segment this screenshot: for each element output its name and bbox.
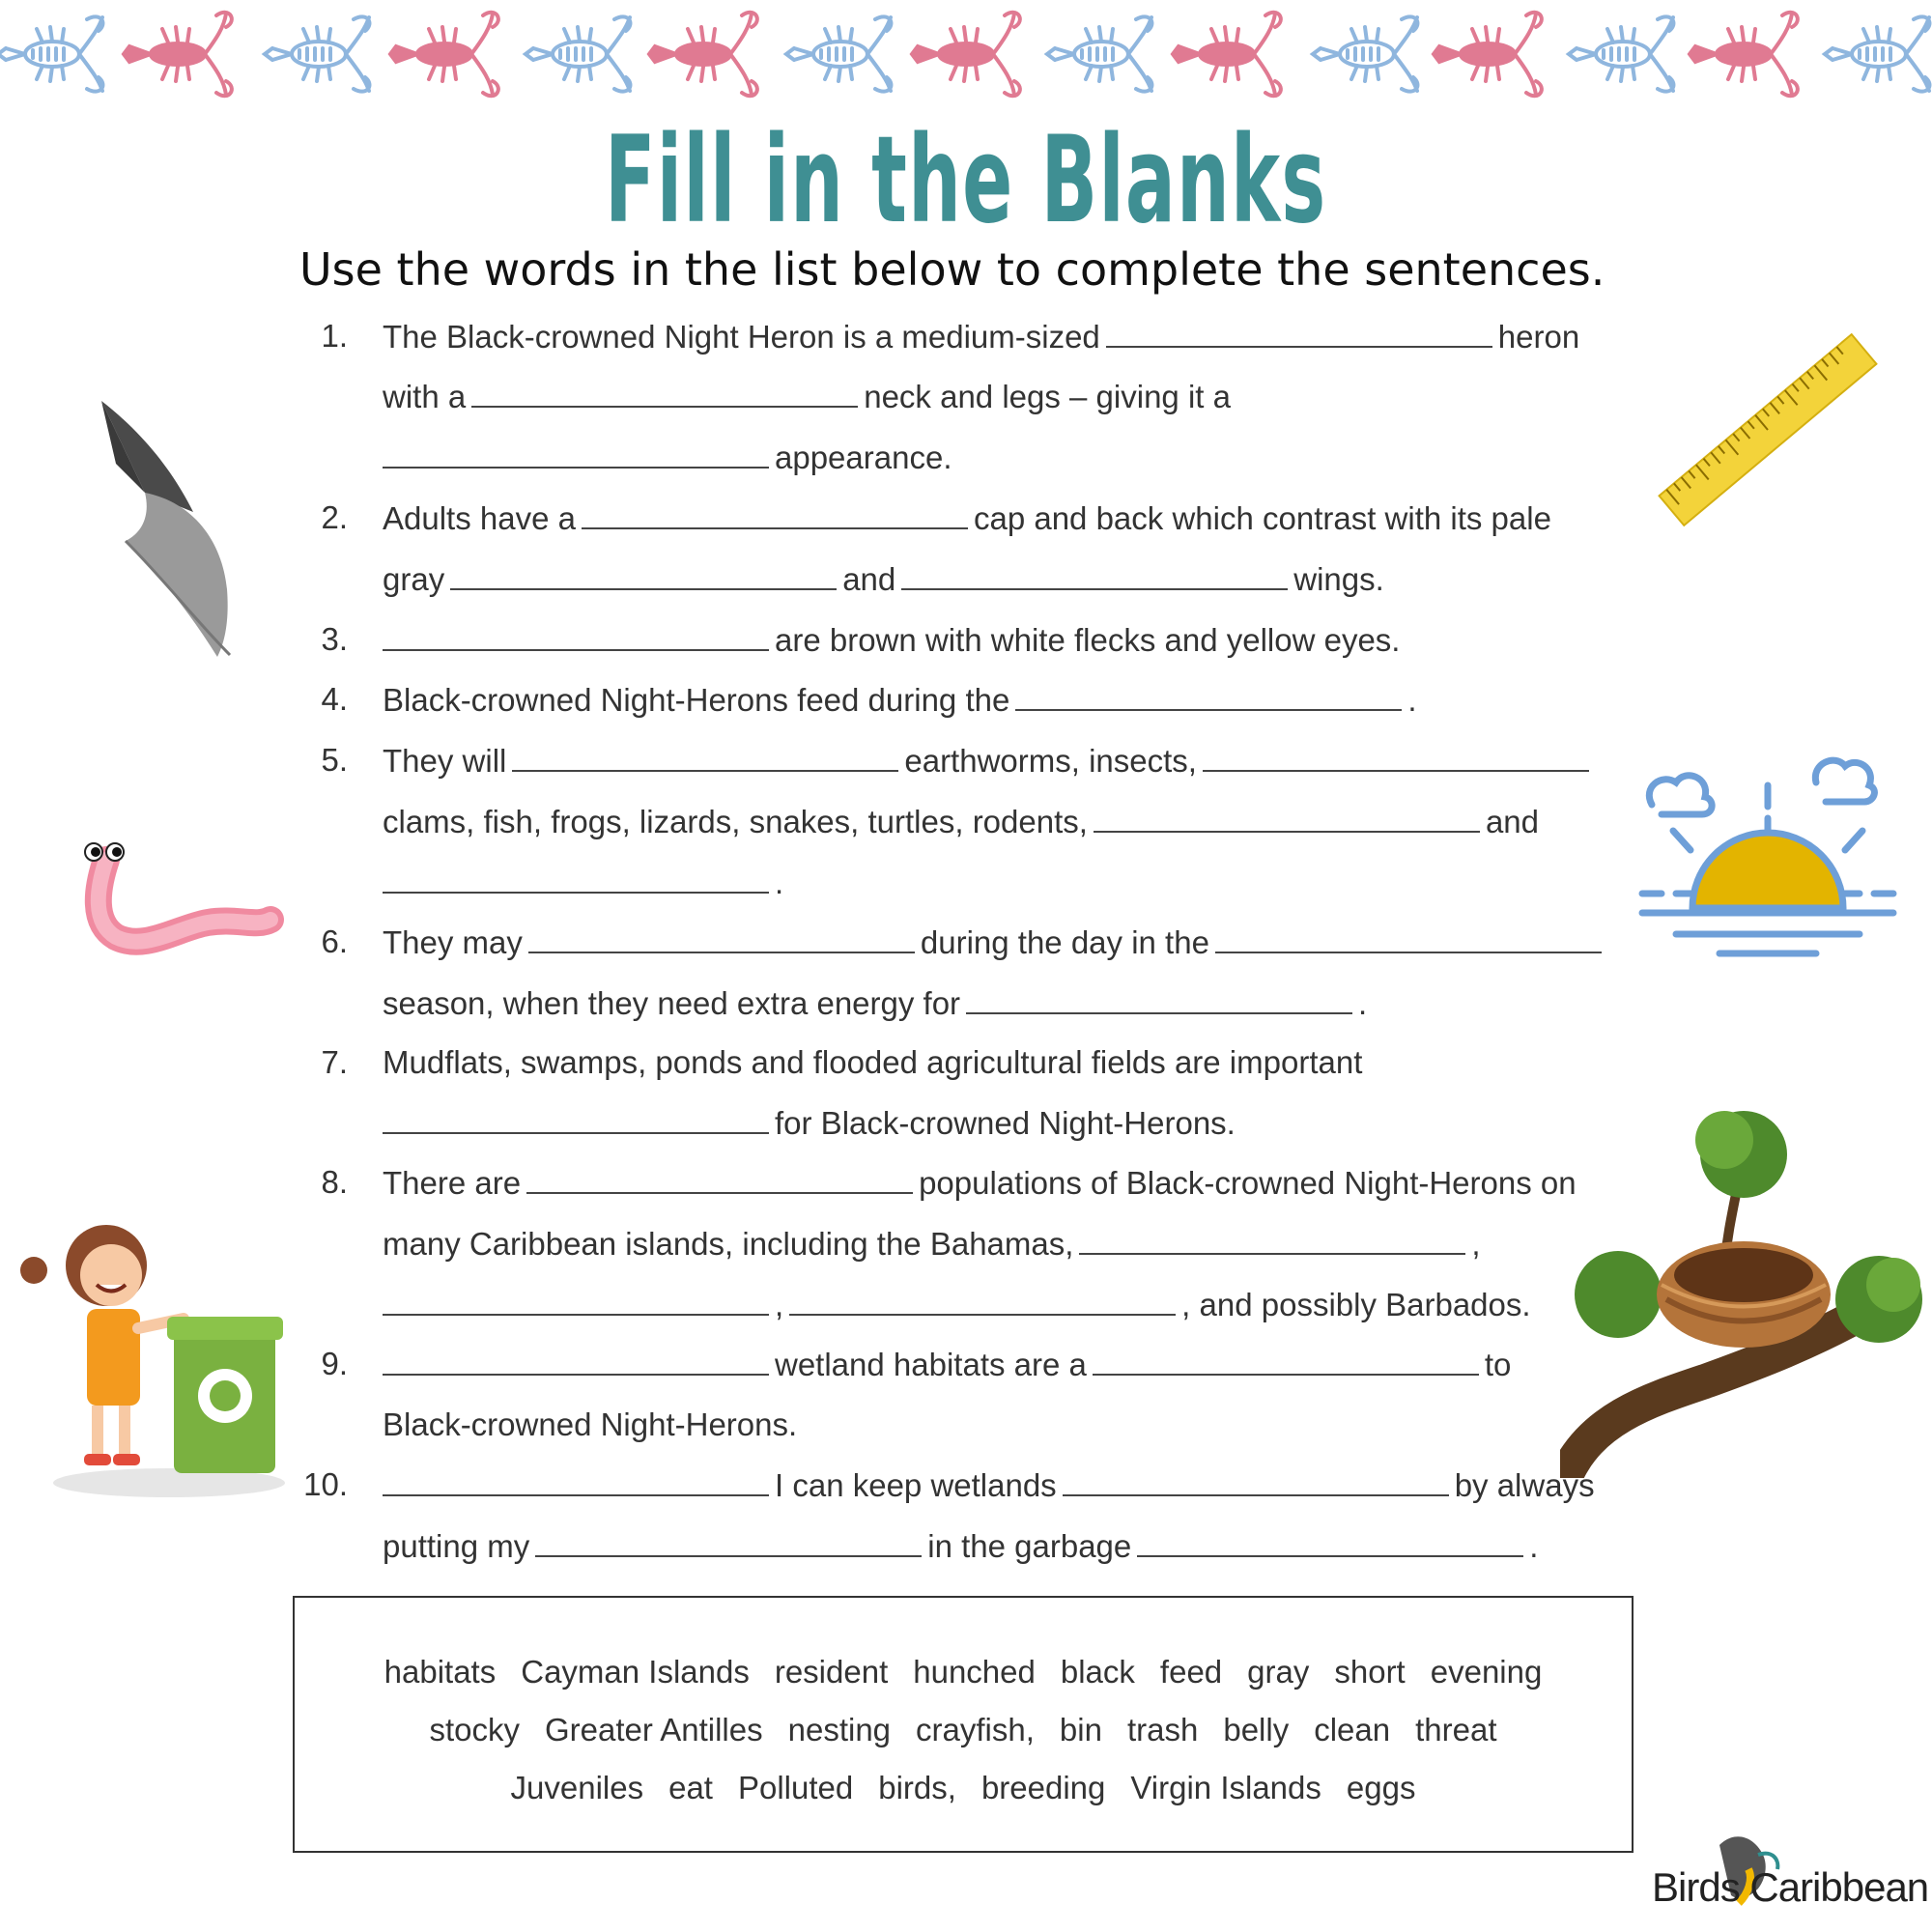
lobster-icon	[390, 13, 498, 96]
question-number: 3.	[321, 621, 348, 657]
answer-blank[interactable]	[535, 1526, 922, 1557]
question-6-line-1	[383, 923, 1607, 961]
question-number: 7.	[321, 1044, 348, 1080]
lobster-icon	[786, 16, 891, 91]
question-1-line-3	[377, 438, 952, 476]
question-1-line-1	[383, 317, 1579, 355]
word-bank-row	[295, 1770, 1632, 1806]
question-text: gray	[383, 561, 445, 597]
question-5-line-3	[377, 863, 783, 901]
question-8-line-1	[383, 1163, 1577, 1202]
answer-blank[interactable]	[383, 1285, 769, 1316]
question-text: ,	[775, 1287, 784, 1322]
answer-blank[interactable]	[528, 923, 915, 953]
answer-blank[interactable]	[383, 438, 769, 469]
question-5-line-2	[383, 802, 1539, 840]
answer-blank[interactable]	[383, 1345, 769, 1376]
lobster-border-svg	[0, 0, 1932, 116]
question-text: Mudflats, swamps, ponds and flooded agricultural fields are important	[383, 1044, 1363, 1080]
question-text: Black-crowned Night-Herons.	[383, 1406, 798, 1442]
word-bank-word: crayfish,	[916, 1712, 1035, 1747]
answer-blank[interactable]	[1063, 1465, 1449, 1496]
question-text: are brown with white flecks and yellow eyes.	[775, 622, 1401, 658]
question-text: ,	[1471, 1226, 1481, 1262]
question-3-line-1	[377, 620, 1400, 659]
question-text: They will	[383, 743, 507, 779]
answer-blank[interactable]	[450, 559, 837, 590]
question-2-line-1	[383, 498, 1551, 537]
word-bank-word: clean	[1314, 1712, 1391, 1747]
lobster-icon	[265, 16, 369, 91]
answer-blank[interactable]	[383, 863, 769, 894]
question-text: heron	[1497, 319, 1580, 355]
question-text: earthworms, insects,	[904, 743, 1197, 779]
word-bank-word: stocky	[429, 1712, 521, 1747]
question-text: with a	[383, 379, 467, 414]
page-title: Fill in the Blanks	[605, 111, 1327, 250]
question-text: Black-crowned Night-Herons feed during the	[383, 682, 1010, 718]
lobster-icon	[912, 13, 1020, 96]
question-10-line-2	[383, 1526, 1538, 1565]
question-text: to	[1484, 1347, 1512, 1382]
lobster-icon	[124, 13, 232, 96]
question-text: I can keep wetlands	[775, 1467, 1057, 1503]
lobster-icon	[1434, 13, 1542, 96]
question-text: by always	[1454, 1467, 1595, 1503]
lobster-icon	[1690, 13, 1798, 96]
question-5-line-1	[383, 741, 1595, 780]
question-text: season, when they need extra energy for	[383, 985, 961, 1021]
question-8-line-2	[383, 1224, 1481, 1263]
question-6-line-2	[383, 983, 1367, 1022]
feather-icon	[87, 396, 251, 667]
word-bank-word: Juveniles	[510, 1770, 644, 1805]
question-text: Adults have a	[383, 500, 576, 536]
word-bank-word: black	[1060, 1654, 1135, 1690]
birds-caribbean-logo	[1652, 1826, 1932, 1922]
word-bank-word: hunched	[913, 1654, 1036, 1690]
answer-blank[interactable]	[901, 559, 1288, 590]
question-text: There are	[383, 1165, 522, 1201]
question-2-line-2	[383, 559, 1384, 598]
answer-blank[interactable]	[512, 741, 898, 772]
question-text: and	[842, 561, 896, 597]
word-bank-word: breeding	[980, 1770, 1106, 1805]
lobster-icon	[1825, 16, 1929, 91]
lobster-icon	[1047, 16, 1151, 91]
question-text: , and possibly Barbados.	[1181, 1287, 1531, 1322]
question-number: 5.	[321, 742, 348, 778]
question-text: during the day in the	[920, 924, 1209, 960]
question-8-line-3	[377, 1285, 1531, 1323]
word-bank-word: belly	[1223, 1712, 1290, 1747]
word-bank-word: Cayman Islands	[521, 1654, 750, 1690]
question-text: They may	[383, 924, 523, 960]
question-7-line-2	[377, 1103, 1236, 1142]
word-bank-word: Greater Antilles	[545, 1712, 763, 1747]
question-text: putting my	[383, 1528, 530, 1564]
answer-blank[interactable]	[1079, 1224, 1465, 1255]
answer-blank[interactable]	[1015, 680, 1402, 711]
answer-blank[interactable]	[471, 377, 858, 408]
lobster-icon	[1173, 13, 1281, 96]
question-number: 10.	[303, 1466, 348, 1502]
word-bank-word: nesting	[787, 1712, 892, 1747]
lobster-icon	[0, 16, 102, 91]
word-bank-word: resident	[774, 1654, 889, 1690]
question-text: The Black-crowned Night Heron is a medium-sized	[383, 319, 1100, 355]
lobster-icon	[649, 13, 757, 96]
question-text: populations of Black-crowned Night-Herons on	[919, 1165, 1577, 1201]
word-bank-word: habitats	[384, 1654, 497, 1690]
nest-branch-icon	[1560, 1111, 1932, 1478]
answer-blank[interactable]	[383, 620, 769, 651]
word-bank-word: bin	[1059, 1712, 1102, 1747]
lobster-icon	[1313, 16, 1417, 91]
question-9-line-2	[383, 1406, 797, 1444]
word-bank-word: eat	[668, 1770, 713, 1805]
question-9-line-1	[377, 1345, 1511, 1383]
question-text: for Black-crowned Night-Herons.	[775, 1105, 1236, 1141]
question-number: 6.	[321, 923, 348, 959]
word-bank-word: trash	[1126, 1712, 1199, 1747]
question-text: neck and legs – giving it a	[864, 379, 1231, 414]
word-bank-row	[295, 1712, 1632, 1748]
question-text: and	[1485, 804, 1539, 839]
question-7-line-1	[383, 1043, 1362, 1082]
answer-blank[interactable]	[1106, 317, 1492, 348]
sunrise-icon	[1633, 739, 1903, 1009]
question-number: 2.	[321, 499, 348, 535]
answer-blank[interactable]	[1203, 741, 1589, 772]
ruler-icon	[1652, 319, 1884, 541]
lobster-icon	[526, 16, 630, 91]
answer-blank[interactable]	[383, 1465, 769, 1496]
question-1-line-2	[383, 377, 1231, 415]
question-text: wetland habitats are a	[775, 1347, 1087, 1382]
question-text: clams, fish, frogs, lizards, snakes, turtles, rodents,	[383, 804, 1088, 839]
question-number: 9.	[321, 1346, 348, 1381]
word-bank-word: Virgin Islands	[1130, 1770, 1321, 1805]
word-bank-word: gray	[1247, 1654, 1310, 1690]
word-bank-word: threat	[1415, 1712, 1497, 1747]
answer-blank[interactable]	[789, 1285, 1176, 1316]
word-bank-word: feed	[1159, 1654, 1223, 1690]
question-10-line-1	[377, 1465, 1595, 1504]
lobster-icon	[1569, 16, 1673, 91]
question-number: 1.	[321, 318, 348, 354]
question-text: .	[1358, 985, 1368, 1021]
question-text: in the garbage	[927, 1528, 1132, 1564]
answer-blank[interactable]	[1137, 1526, 1523, 1557]
logo-text: Birds Caribbean	[1652, 1864, 1929, 1910]
word-bank-word: birds,	[878, 1770, 956, 1805]
question-text: .	[775, 865, 784, 900]
answer-blank[interactable]	[1215, 923, 1602, 953]
worm-icon	[63, 831, 285, 971]
question-number: 4.	[321, 681, 348, 717]
question-text: appearance.	[775, 440, 952, 475]
question-text: many Caribbean islands, including the Bahamas,	[383, 1226, 1074, 1262]
question-number: 8.	[321, 1164, 348, 1200]
instructions: Use the words in the list below to complete the sentences.	[299, 243, 1605, 296]
word-bank	[293, 1596, 1634, 1853]
word-bank-row	[295, 1654, 1632, 1690]
lobster-border	[0, 0, 1932, 116]
answer-blank[interactable]	[1093, 1345, 1479, 1376]
answer-blank[interactable]	[966, 983, 1352, 1014]
question-text: cap and back which contrast with its pale	[973, 500, 1551, 536]
answer-blank[interactable]	[526, 1163, 913, 1194]
question-text: .	[1407, 682, 1417, 718]
girl-recycling-icon	[14, 1212, 304, 1502]
word-bank-word: Polluted	[737, 1770, 854, 1805]
word-bank-word: eggs	[1346, 1770, 1416, 1805]
answer-blank[interactable]	[383, 1103, 769, 1134]
answer-blank[interactable]	[1094, 802, 1480, 833]
word-bank-word: short	[1334, 1654, 1406, 1690]
question-text: .	[1529, 1528, 1539, 1564]
answer-blank[interactable]	[582, 498, 968, 529]
word-bank-word: evening	[1430, 1654, 1543, 1690]
question-text: wings.	[1293, 561, 1384, 597]
question-4-line-1	[383, 680, 1417, 719]
